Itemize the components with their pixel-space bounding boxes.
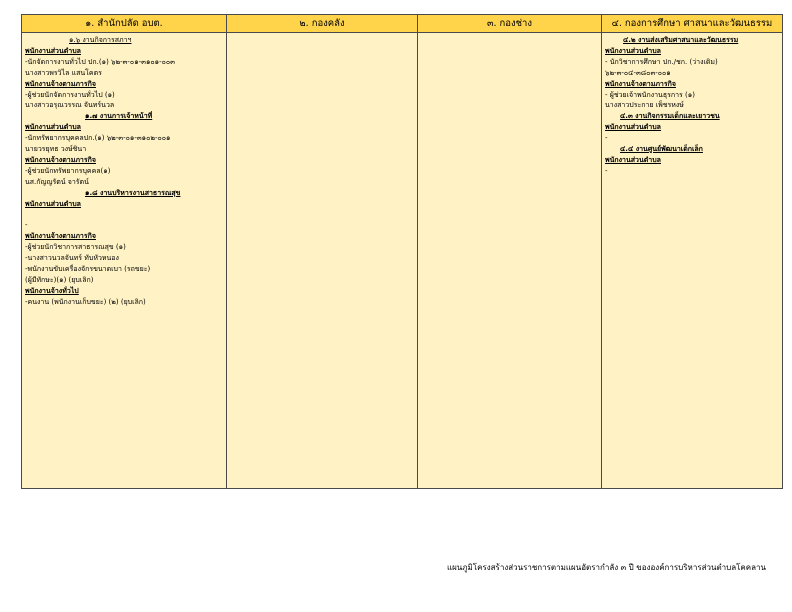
staff-name: นางสาวพรวิไล แสนโคตร <box>25 68 102 77</box>
staff-line: -พนักงานขับเครื่องจักรขนาดเบา (รถขยะ) <box>25 265 151 274</box>
vacant-dash: - <box>605 166 608 175</box>
chart-caption: แผนภูมิโครงสร้างส่วนราชการตามแผนอัตรากำลัง ๓ ปี ขององค์การบริหารส่วนตำบลโคคลาน <box>446 563 766 572</box>
engineering-column-cell <box>418 33 602 489</box>
staff-line: -ผู้ช่วยนักทรัพยากรบุคคล(๑) <box>25 166 111 175</box>
subheading-general-staff: พนักงานจ้างทั่วไป <box>25 286 79 295</box>
staff-line: ๖๒-๓-๐๔-๓๘๐๓-๐๐๑ <box>605 68 671 77</box>
column-header-education: ๔. กองการศึกษา ศาสนาและวัฒนธรรม <box>602 15 783 33</box>
staff-line: - นักวิชาการศึกษา ปก./ชก. (ว่างเดิม) <box>605 57 718 66</box>
subheading-local-staff: พนักงานส่วนตำบล <box>605 123 661 132</box>
subheading-mission-staff: พนักงานจ้างตามภารกิจ <box>25 155 96 164</box>
org-structure-table <box>21 14 783 489</box>
staff-name: นางสาวอรุณวรรณ จันทร์นวล <box>25 101 115 110</box>
staff-name: นายวรยุทธ วงษ์ชินา <box>25 145 87 154</box>
subheading-mission-staff: พนักงานจ้างตามภารกิจ <box>605 79 676 88</box>
column-header-office: ๑. สำนักปลัด อบต. <box>22 15 227 33</box>
subheading-mission-staff: พนักงานจ้างตามภารกิจ <box>25 232 96 241</box>
staff-line: -นักจัดการงานทั่วไป ปก.(๑) ๖๒-๓-๐๑-๓๑๐๑-๐๐๓ <box>25 57 175 66</box>
subheading-local-staff: พนักงานส่วนตำบล <box>605 46 661 55</box>
section-public-health: ๑.๘ งานบริหารงานสาธารณสุข <box>85 188 181 197</box>
subheading-local-staff: พนักงานส่วนตำบล <box>25 123 81 132</box>
staff-name: นางสาวประกาย เพ็ชรหงษ์ <box>605 101 684 110</box>
vacant-dash: - <box>605 134 608 143</box>
column-header-finance: ๒. กองคลัง <box>227 15 418 33</box>
staff-line: - ผู้ช่วยเจ้าพนักงานธุรการ (๑) <box>605 90 695 99</box>
finance-column-cell <box>227 33 418 489</box>
staff-line: -นักทรัพยากรบุคคลปก.(๑) ๖๒-๓-๐๑-๓๑๐๒-๐๐๑ <box>25 134 171 143</box>
staff-name: นส.กัญญรัตน์ จารัตน์ <box>25 177 89 186</box>
staff-line: (ผู้มีทักษะ)(๑) (ยุบเลิก) <box>25 275 94 284</box>
staff-line: -นางสาวนวลจันทร์ ทับหัวหนอง <box>25 254 119 263</box>
section-religion-culture: ๔.๒ งานส่งเสริมศาสนาและวัฒนธรรม <box>623 36 739 44</box>
staff-line: -คนงาน (พนักงานเก็บขยะ) (๒) (ยุบเลิก) <box>25 297 146 306</box>
staff-line: -ผู้ช่วยนักวิชาการสาธารณสุข (๑) <box>25 243 126 252</box>
office-column-cell <box>22 33 227 489</box>
subheading-mission-staff: พนักงานจ้างตามภารกิจ <box>25 79 96 88</box>
section-child-development: ๔.๔ งานศูนย์พัฒนาเด็กเล็ก <box>620 145 703 154</box>
section-youth-activities: ๔.๓ งานกิจกรรมเด็กและเยาวชน <box>620 112 720 121</box>
subheading-local-staff: พนักงานส่วนตำบล <box>25 46 81 55</box>
subheading-local-staff: พนักงานส่วนตำบล <box>25 199 81 208</box>
subheading-local-staff: พนักงานส่วนตำบล <box>605 155 661 164</box>
section-council-affairs: ๑.๖ งานกิจการสภาฯ <box>69 36 132 44</box>
staff-line: -ผู้ช่วยนักจัดการงานทั่วไป (๑) <box>25 90 115 99</box>
column-header-engineering: ๓. กองช่าง <box>418 15 602 33</box>
table-header-row <box>22 15 783 33</box>
section-personnel: ๑.๗ งานการเจ้าหน้าที่ <box>85 112 153 121</box>
table-body-row <box>22 33 783 489</box>
education-column-cell <box>602 33 783 489</box>
vacant-dash: - <box>25 221 28 230</box>
